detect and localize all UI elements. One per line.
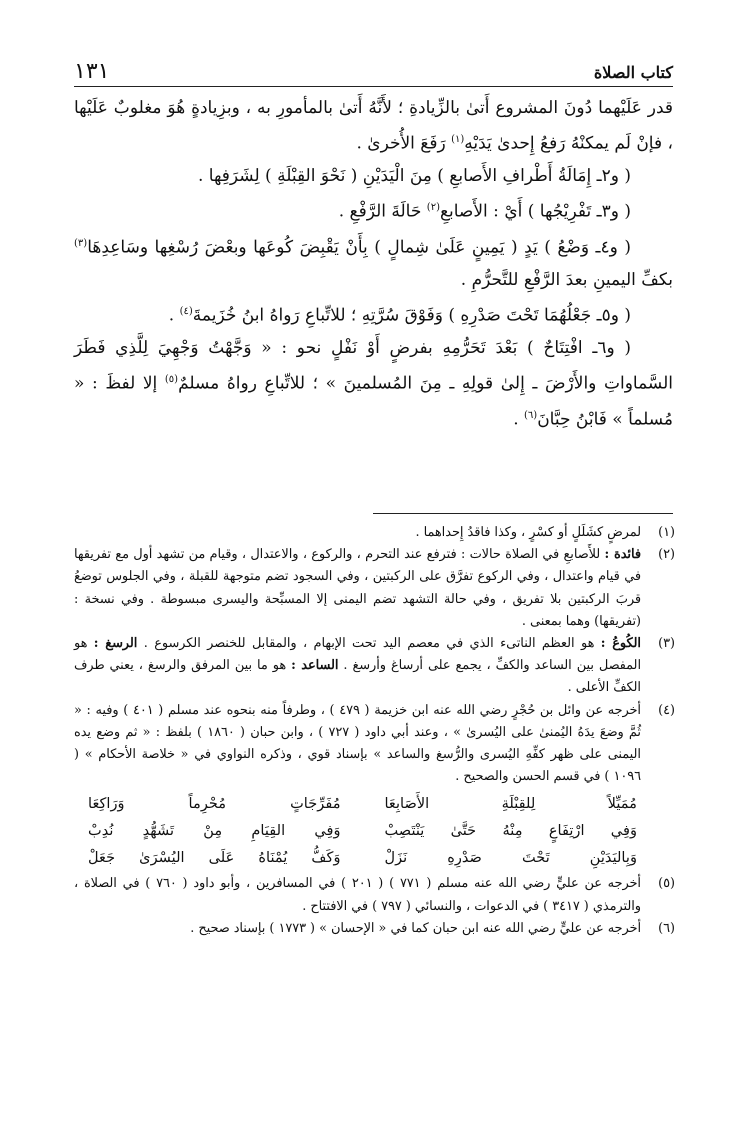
footnote-3 bbox=[74, 633, 675, 700]
poem-hemistich: مُمَيِّلاً لِلقِبْلَةِ الأَصَابِعَا bbox=[384, 795, 637, 813]
poem-hemistich: وَبِاليَدَيْنِ تَحْتَ صَدْرِهِ نَزَلْ bbox=[384, 849, 637, 867]
footnote-4 bbox=[74, 700, 675, 789]
poem bbox=[74, 790, 675, 871]
poem-verse bbox=[74, 790, 675, 817]
paragraph-3: ( و٣ـ تَفْرِيْجُها ) أَيْ : الأَصابعِ$^{(٢)}$ حَالَةَ الرَّفْعِ . bbox=[338, 201, 631, 222]
footnote-divider bbox=[373, 513, 673, 514]
poem-hemistich: مُفَرِّجَاتٍ مُحْرِماً وَرَاكِعَا bbox=[88, 795, 341, 813]
footnote-mark-2: (٢) bbox=[426, 202, 440, 214]
footnotes bbox=[74, 522, 675, 940]
paragraph-5: ( و٥ـ جَعْلُهُمَا تَحْتَ صَدْرِهِ ) وَفَوْقَ سُرَّتِهِ ؛ للاتِّباعِ رَواهُ ابنُ خُزَيمةَ$^{(٤)}$ . bbox=[168, 305, 631, 326]
footnote-mark-3: (٣) bbox=[74, 238, 88, 250]
page-number: ١٣١ bbox=[74, 59, 110, 84]
paragraph-4: ( و٤ـ وَضْعُ ) يَدٍ ( يَمِينٍ عَلَىٰ شِمالٍ ) بِأَنْ يَقْبِضَ كُوعَها وبعْضَ رُسْغِها وسَاعِدِهَا$^{(٣)}$ بكفِّ اليمينِ بعدَ الرَّفْعِ للتَّحرُّمِ . bbox=[74, 237, 673, 290]
footnote-text: أخرجه عن عليٍّ رضي الله عنه ابن حبان كما في « الإحسان » ( ١٧٧٣ ) بإسناد صحيح . bbox=[190, 920, 641, 936]
paragraph-2: ( و٢ـ إِمَالَةُ أَطْرافِ الأَصابعِ ) مِنَ الْيَدَيْنِ ( نَحْوَ القِبْلَةِ ) لِشَرَفِها . bbox=[197, 166, 631, 187]
footnote-6 bbox=[74, 918, 675, 940]
footnote-mark-5: (٥) bbox=[164, 374, 179, 386]
footnote-number: (٦) bbox=[658, 920, 675, 936]
poem-hemistich: وَفِي القِيَامِ مِنْ تَشَهُّدٍ نُدِبْ bbox=[88, 822, 341, 840]
poem-hemistich: وَكَفُّ يُمْنَاهُ عَلَى اليُسْرَىٰ جَعَلْ bbox=[88, 849, 341, 867]
footnote-mark-4: (٤) bbox=[179, 306, 193, 318]
footnote-number: (٣) bbox=[658, 636, 675, 652]
page-header bbox=[74, 52, 673, 87]
paragraph-1: قدر عَلَيْهما دُونَ المشروع أَتىٰ بالزِّيادةِ ؛ لأَنَّهُ أَتىٰ بالمأمورِ به ، وبزِيادةٍ هُوَ مغلوبٌ عَلَيْها ، فإنْ لَم يمكنْهُ رَفعُ إِحدىٰ يَدَيْهِ$^{(١)}$ رَفَعَ الأُخرىٰ . bbox=[74, 98, 673, 154]
footnote-text: لمرضٍ كشَلَلٍ أو كسْرٍ ، وكذا فاقدُ إِحداهما . bbox=[415, 525, 641, 540]
footnote-number: (٢) bbox=[658, 547, 675, 563]
poem-hemistich: وَفِي ارْتِفَاعٍ مِنْهُ حَتَّىٰ يَنْتَصِبْ bbox=[384, 822, 637, 840]
footnote-1 bbox=[74, 522, 675, 544]
footnote-number: (٥) bbox=[658, 876, 675, 892]
poem-verse bbox=[74, 817, 675, 844]
poem-verse bbox=[74, 844, 675, 871]
footnote-text: الكُوعُ : هو العظم الناتىء الذي في معصم اليد تحت الإبهام ، والمقابل للخنصر الكرسوع . الرسغ : هو المفصل بين الساعد والكفِّ ، يجمع على أرساغ وأرسغ . الساعد : هو ما بين المرفق والرسغ ، يعني طرف الكفِّ الأعلى . bbox=[74, 636, 642, 696]
running-title: كتاب الصلاة bbox=[593, 63, 673, 82]
footnote-text: أخرجه عن وائل بن حُجْرٍ رضي الله عنه ابن خزيمة ( ٤٧٩ ) ، وطرفاً منه بنحوه عند مسلم ( ٤٠١ ) وفيه : « ثُمَّ وضعَ يدَهُ اليُمنىٰ على اليُسرىٰ » ، وعند أبي داود ( ٧٢٧ ) ، وابن حبان ( ١٨٦٠ ) بلفظ : « ثم وضع يده اليمنى على ظهر كفِّهِ اليُسرى والرُّسغ والساعد » بإسناد قوي ، وذكره النواوي في « خلاصة الأحكام » ( ١٠٩٦ ) في قسم الحسن والصحيح . bbox=[74, 702, 641, 785]
footnote-mark-6: (٦) bbox=[524, 410, 538, 422]
footnote-2 bbox=[74, 544, 675, 633]
footnote-5 bbox=[74, 873, 675, 917]
footnote-number: (١) bbox=[658, 525, 675, 540]
footnote-mark-1: (١) bbox=[451, 134, 465, 146]
main-text bbox=[74, 92, 673, 436]
paragraph-6: ( و٦ـ افْتِتَاحٌ ) بَعْدَ تَحَرُّمِهِ بفرضٍ أَوْ نَفْلٍ نحو : « وَجَّهْتُ وَجْهِيَ لِلَّذِي فَطَرَ السَّماواتِ والأَرْضَ ـ إِلىٰ قولِهِ ـ مِنَ المُسلمينَ » ؛ للاتِّباعِ رواهُ مسلمٌ$^{(٥)}$ إلا لفظَ : « مُسلماً » فَابْنُ حِبَّانَ$^{(٦)}$ . bbox=[74, 338, 673, 430]
footnote-text: فائدة : للأَصابعِ في الصلاة حالات : فترفع عند التحرم ، والركوع ، والاعتدال ، وقيام من تشهد أول مع تفريقها في قيام واعتدال ، وفي الركوع تفرَّق على الركبتين ، وفي السجود تضم متوجهة للقبلة ، وفي الجلوس توضعُ قربَ الركبتين بلا تفريق ، وفي حالة التشهد تضم اليمنى إلا المسبِّحة واليسرى مبسوطة . وفي نسخة : (تفريقها) وهما بمعنى . bbox=[74, 547, 641, 629]
footnote-text: أخرجه عن عليٍّ رضي الله عنه مسلم ( ٧٧١ ) ( ٢٠١ ) في المسافرين ، وأبو داود ( ٧٦٠ ) في الصلاة ، والترمذي ( ٣٤١٧ ) في الدعوات ، والنسائي ( ٧٩٧ ) في الافتتاح . bbox=[74, 876, 641, 914]
footnote-number: (٤) bbox=[658, 702, 675, 718]
